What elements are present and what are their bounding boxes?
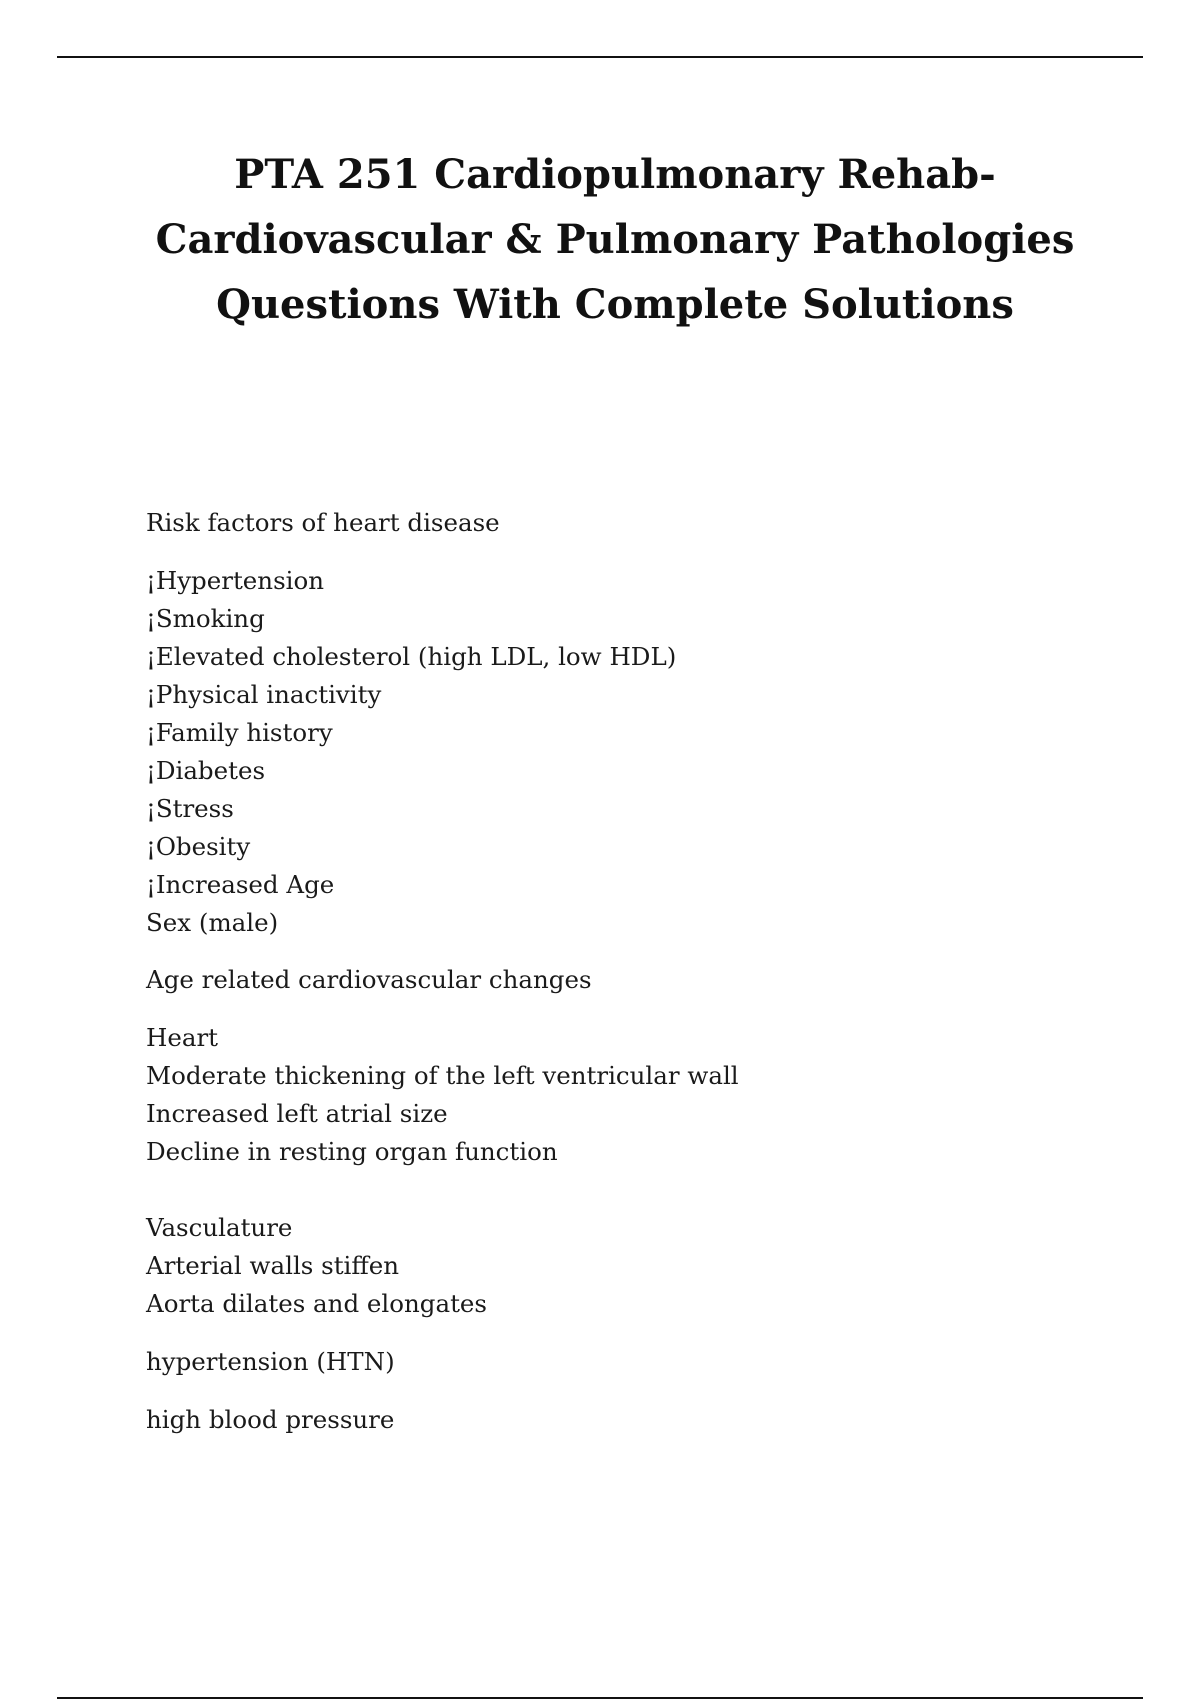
answer-age-changes-heart: [146, 1019, 1146, 1171]
answer-line: ¡Physical inactivity: [146, 680, 382, 709]
question-risk-factors: [146, 504, 1146, 542]
answer-line: high blood pressure: [146, 1405, 395, 1434]
answer-line: ¡Diabetes: [146, 756, 266, 785]
answer-line: ¡Hypertension: [146, 566, 325, 595]
answer-line: Aorta dilates and elongates: [146, 1289, 487, 1318]
question-text: hypertension (HTN): [146, 1347, 395, 1376]
answer-line: ¡Elevated cholesterol (high LDL, low HDL): [146, 642, 677, 671]
answer-line: ¡Obesity: [146, 832, 251, 861]
answer-line: Decline in resting organ function: [146, 1137, 558, 1166]
answer-age-changes-vasculature: [146, 1209, 1146, 1323]
footer-rule: [57, 1697, 1143, 1699]
answer-line: Vasculature: [146, 1213, 293, 1242]
answer-hypertension: [146, 1401, 1146, 1439]
answer-line: Moderate thickening of the left ventricular wall: [146, 1061, 739, 1090]
answer-line: Increased left atrial size: [146, 1099, 448, 1128]
title-line: Cardiovascular & Pulmonary Pathologies: [155, 216, 1075, 263]
question-hypertension: [146, 1343, 1146, 1381]
question-text: Risk factors of heart disease: [146, 508, 500, 537]
document-title: [60, 142, 1170, 337]
answer-line: ¡Smoking: [146, 604, 265, 633]
answer-line: Heart: [146, 1023, 219, 1052]
answer-line: ¡Stress: [146, 794, 234, 823]
answer-line: Arterial walls stiffen: [146, 1251, 400, 1280]
question-age-changes: [146, 961, 1146, 999]
answer-risk-factors: [146, 562, 1146, 942]
answer-line: Sex (male): [146, 908, 279, 937]
header-rule: [57, 56, 1143, 58]
question-text: Age related cardiovascular changes: [146, 965, 592, 994]
title-line: PTA 251 Cardiopulmonary Rehab-: [234, 151, 996, 198]
answer-line: ¡Increased Age: [146, 870, 335, 899]
answer-line: ¡Family history: [146, 718, 333, 747]
title-line: Questions With Complete Solutions: [216, 281, 1014, 328]
document-body: [146, 504, 1146, 1439]
